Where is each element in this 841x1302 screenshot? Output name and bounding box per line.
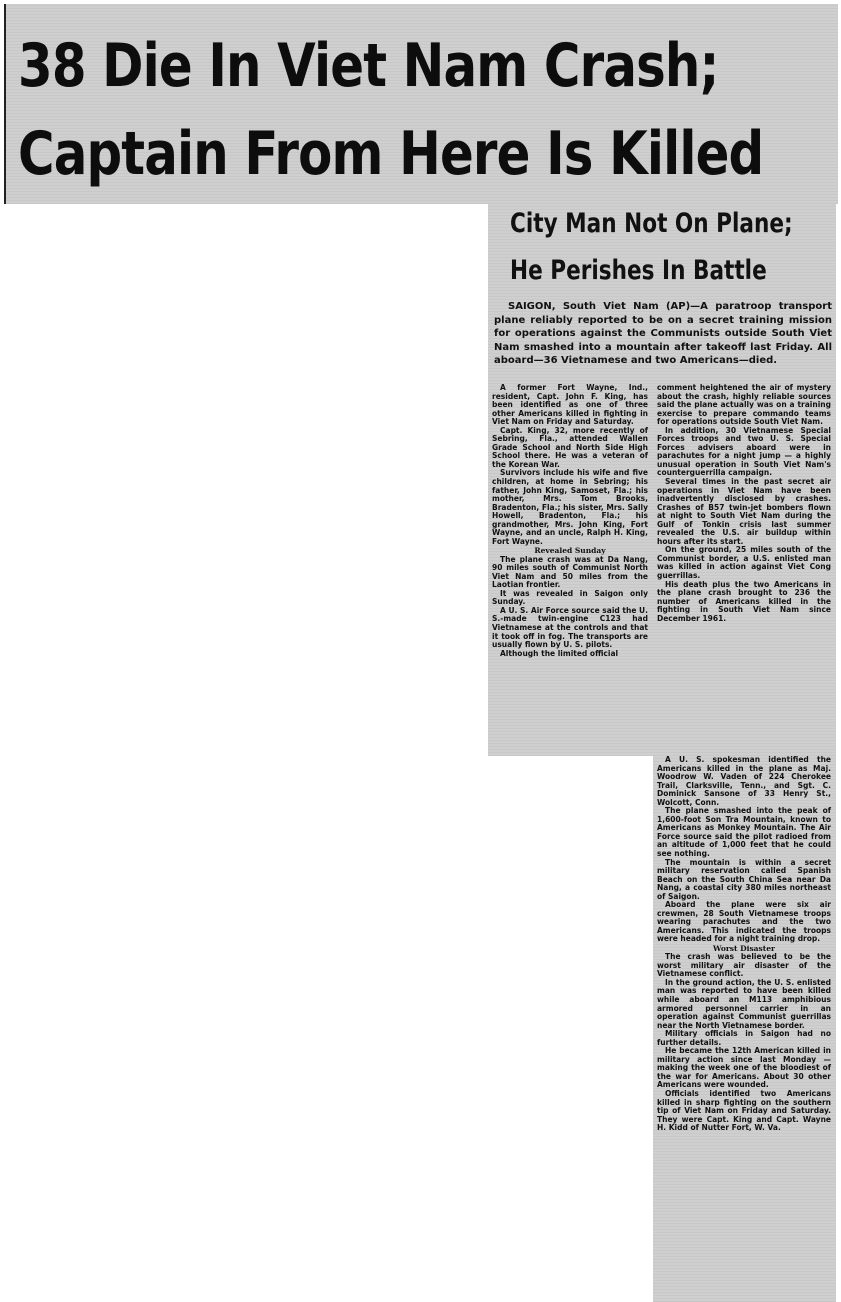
paragraph: In addition, 30 Vietnamese Special Forces troops and two U. S. Special Forces advisers aboard were in parachutes for a night jump — a highly unusual operation in South Viet Nam's counterguerrilla campaign. — [657, 425, 831, 478]
paragraph: Military officials in Saigon had no further details. — [657, 1029, 831, 1047]
subheadline-line-2: He Perishes In Battle — [510, 255, 767, 286]
paragraph: The crash was believed to be the worst military air disaster of the Vietnamese conflict. — [657, 952, 831, 979]
article-column-3 — [653, 756, 836, 1302]
subheadline-block — [488, 204, 836, 300]
paragraph: A former Fort Wayne, Ind., resident, Capt. John F. King, has been identified as one of three other Americans killed in fighting in Viet Nam on Friday and Saturday. — [492, 383, 648, 427]
paragraph: He became the 12th American killed in military action since last Monday — making the week one of the bloodiest of the war for Americans. About 30 other Americans were wounded. — [657, 1046, 831, 1090]
headline-line-2: Captain From Here Is Killed — [18, 119, 764, 189]
paragraph: The mountain is within a secret military reservation called Spanish Beach on the South China Sea near Da Nang, a coastal city 380 miles northeast of Saigon. — [657, 857, 831, 901]
headline-block — [4, 4, 838, 204]
paragraph: A U. S. spokesman identified the Americans killed in the plane as Maj. Woodrow W. Vaden of 224 Cherokee Trail, Clarksville, Tenn., and Sgt. C. Dominick Sansone of 33 Henry St., Wolcott, Conn. — [657, 755, 831, 807]
paragraph: Aboard the plane were six air crewmen, 28 South Vietnamese troops wearing parachutes and the two Americans. This indicated the troops were headed for a night training drop. — [657, 900, 831, 944]
paragraph: On the ground, 25 miles south of the Communist border, a U.S. enlisted man was killed in action against Viet Cong guerrillas. — [657, 545, 831, 581]
paragraph: The plane crash was at Da Nang, 90 miles south of Communist North Viet Nam and 50 miles from the Laotian frontier. — [492, 554, 648, 590]
section-subhead: Revealed Sunday — [534, 546, 606, 556]
paragraph: A U. S. Air Force source said the U. S.-made twin-engine C123 had Vietnamese at the controls and that it took off in fog. The transports are usually flown by U. S. pilots. — [492, 605, 648, 650]
paragraph: Several times in the past secret air operations in Viet Nam have been inadvertently disclosed by crashes. Crashes of B57 twin-jet bombers flown at night to South Viet Nam during the Gulf of Tonkin crisis last summer revealed the U.S. air buildup within hours after its start. — [657, 477, 831, 546]
paragraph: Capt. King, 32, more recently of Sebring, Fla., attended Wallen Grade School and North Side High School there. He was a veteran of the Korean War. — [492, 425, 648, 469]
section-subhead: Worst Disaster — [713, 944, 775, 954]
paragraph: Although the limited official — [500, 648, 619, 658]
subheadline-line-1: City Man Not On Plane; — [510, 208, 793, 239]
lede-block — [488, 300, 836, 384]
paragraph: His death plus the two Americans in the plane crash brought to 236 the number of Americans killed in the fighting in South Viet Nam since December 1961. — [657, 579, 831, 623]
paragraph: It was revealed in Saigon only Sunday. — [492, 588, 648, 607]
paragraph: Officials identified two Americans killed in sharp fighting on the southern tip of Viet Nam on Friday and Saturday. They were Capt. King and Capt. Wayne H. Kidd of Nutter Fort, W. Va. — [657, 1088, 831, 1133]
paragraph: comment heightened the air of mystery about the crash, highly reliable sources said the plane actually was on a training exercise to prepare commando teams for operations outside South Viet Nam. — [657, 383, 831, 427]
lede-paragraph: SAIGON, South Viet Nam (AP)—A paratroop transport plane reliably reported to be on a secret training mission for operations against the Communists outside South Viet Nam smashed into a mountain after takeoff last Friday. All aboard—36 Vietnamese and two Americans—died. — [494, 301, 832, 366]
paragraph: In the ground action, the U. S. enlisted man was reported to have been killed while aboard an M113 amphibious armored personnel carrier in an operation against Communist guerrillas near the North Vietnamese border. — [657, 977, 831, 1030]
paragraph: Survivors include his wife and five children, at home in Sebring; his father, John King, Samoset, Fla.; his mother, Mrs. Tom Brooks, Bradenton, Fla.; his sister, Mrs. Sally Howell, Bradenton, Fla.; his grandmother, Mrs. John King, Fort Wayne, and an uncle, Ralph H. King, Fort Wayne. — [492, 468, 648, 546]
headline-line-1: 38 Die In Viet Nam Crash; — [18, 31, 719, 101]
paragraph: The plane smashed into the peak of 1,600-foot Son Tra Mountain, known to Americans as Monkey Mountain. The Air Force source said the pilot radioed from an altitude of 1,000 feet that he could see nothing. — [657, 806, 831, 859]
article-column-1 — [488, 384, 653, 756]
article-column-2 — [653, 384, 836, 756]
